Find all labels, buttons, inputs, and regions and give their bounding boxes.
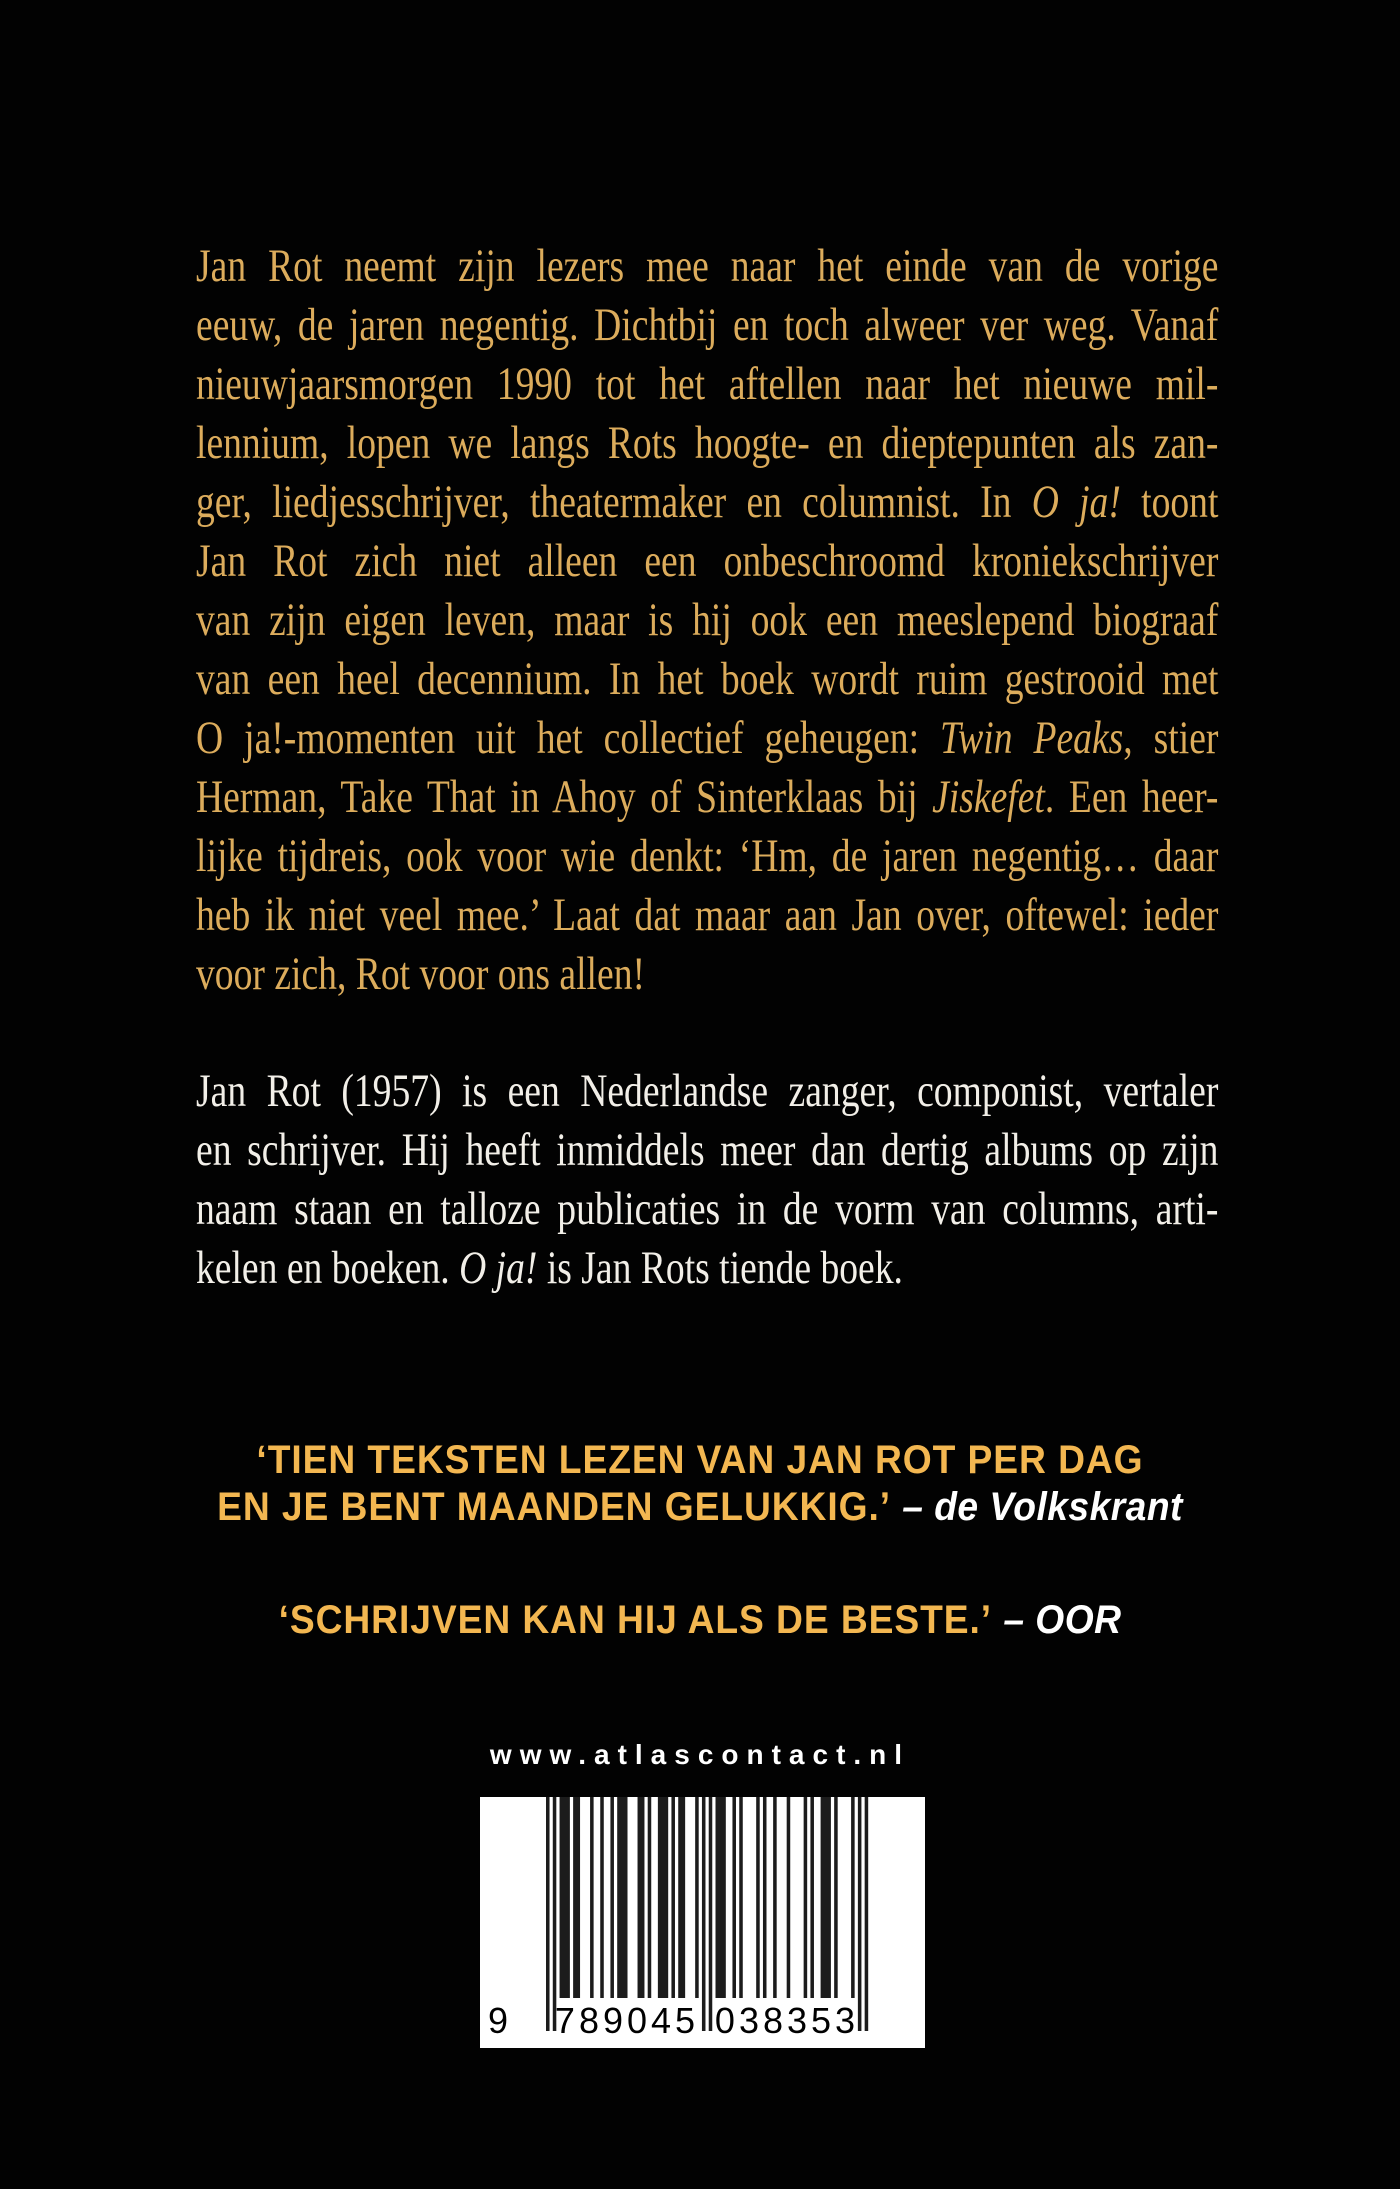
barcode-digit-left: 789045 xyxy=(554,2000,700,2041)
barcode-bar xyxy=(671,1797,675,1998)
barcode-digit-lead: 9 xyxy=(487,2000,513,2041)
barcode-bar xyxy=(590,1797,594,1998)
bio-line: en schrijver. Hij heeft inmiddels meer dan dertig albums op zijn xyxy=(196,1124,1219,1176)
quote-line xyxy=(49,1484,1351,1531)
blurb-paragraph xyxy=(196,237,1218,1004)
blurb-line: lennium, lopen we langs Rots hoogte- en dieptepunten als zan- xyxy=(196,417,1219,469)
barcode-bar xyxy=(804,1797,808,1998)
barcode-bar xyxy=(546,1797,550,2031)
blurb-line: Jan Rot neemt zijn lezers mee naar het einde van de vorige xyxy=(196,240,1219,292)
barcode-bar xyxy=(739,1797,743,1998)
barcode-bar xyxy=(821,1797,831,1998)
quote-text: ‘SCHRIJVEN KAN HIJ ALS DE BESTE.’ xyxy=(278,1598,993,1642)
barcode-bar xyxy=(560,1797,570,1998)
blurb-line: heb ik niet veel mee.’ Laat dat maar aan Jan over, oftewel: ieder xyxy=(196,889,1219,941)
quote-line xyxy=(49,1597,1351,1644)
barcode-bar xyxy=(763,1797,767,1998)
review-quote-oor xyxy=(0,1597,1400,1644)
barcode-bar xyxy=(678,1797,685,1998)
blurb-line: nieuwjaarsmorgen 1990 tot het aftellen naar het nieuwe mil- xyxy=(196,358,1219,410)
barcode-bar xyxy=(773,1797,777,1998)
blurb-line: van zijn eigen leven, maar is hij ook een meeslepend biograaf xyxy=(196,594,1219,646)
barcode-bar xyxy=(648,1797,652,1998)
barcode-bar xyxy=(638,1797,645,1998)
barcode-bar xyxy=(573,1797,580,1998)
review-quote-volkskrant xyxy=(0,1437,1400,1531)
barcode-bar xyxy=(756,1797,760,1998)
blurb-line: lijke tijdreis, ook voor wie denkt: ‘Hm, de jaren negentig… daar xyxy=(196,830,1219,882)
quote-text: ‘TIEN TEKSTEN LEZEN VAN JAN ROT PER DAG xyxy=(256,1438,1144,1482)
barcode-bar xyxy=(709,1797,713,2031)
publisher-website-url: www.atlascontact.nl xyxy=(489,1739,911,1770)
quote-text: EN JE BENT MAANDEN GELUKKIG.’ xyxy=(217,1485,892,1529)
barcode-bar xyxy=(834,1797,838,1998)
barcode-digit-right: 038353 xyxy=(714,2000,860,2041)
barcode-bar xyxy=(658,1797,668,1998)
quote-line xyxy=(49,1437,1351,1484)
author-bio-paragraph xyxy=(196,1062,1218,1298)
barcode-bar xyxy=(702,1797,706,2031)
blurb-line: van een heel decennium. In het boek wordt ruim gestrooid met xyxy=(196,653,1219,705)
barcode-bar xyxy=(600,1797,604,1998)
barcode-bar xyxy=(865,1797,869,2031)
barcode-bar xyxy=(553,1797,557,2031)
bio-line: Jan Rot (1957) is een Nederlandse zanger, componist, vertaler xyxy=(196,1065,1219,1117)
barcode-bar xyxy=(851,1797,855,1998)
blurb-line: O ja!-momenten uit het collectief geheugen: Twin Peaks, stier xyxy=(196,712,1219,764)
quote-attribution: – OOR xyxy=(1003,1598,1122,1642)
isbn-barcode xyxy=(480,1797,925,2048)
blurb-line: eeuw, de jaren negentig. Dichtbij en toch alweer ver weg. Vanaf xyxy=(196,299,1219,351)
blurb-line: ger, liedjesschrijver, theatermaker en columnist. In O ja! toont xyxy=(196,476,1219,528)
barcode-bar xyxy=(695,1797,699,1998)
barcode-bar xyxy=(787,1797,791,1998)
blurb-line: Herman, Take That in Ahoy of Sinterklaas bij Jiskefet. Een heer- xyxy=(196,771,1219,823)
bio-line: naam staan en talloze publicaties in de vorm van columns, arti- xyxy=(196,1183,1219,1235)
barcode-bar xyxy=(858,1797,862,2031)
blurb-line: Jan Rot zich niet alleen een onbeschroomd kroniekschrijver xyxy=(196,535,1219,587)
blurb-line: voor zich, Rot voor ons allen! xyxy=(196,948,646,1000)
barcode-bar xyxy=(716,1797,726,1998)
ean13-barcode-svg xyxy=(480,1797,925,2048)
barcode-bar xyxy=(617,1797,627,1998)
barcode-bar xyxy=(732,1797,736,1998)
bio-line: kelen en boeken. O ja! is Jan Rots tiende boek. xyxy=(196,1242,903,1294)
barcode-bar xyxy=(610,1797,614,1998)
barcode-bar xyxy=(810,1797,814,1998)
quote-attribution: – de Volkskrant xyxy=(902,1485,1183,1529)
